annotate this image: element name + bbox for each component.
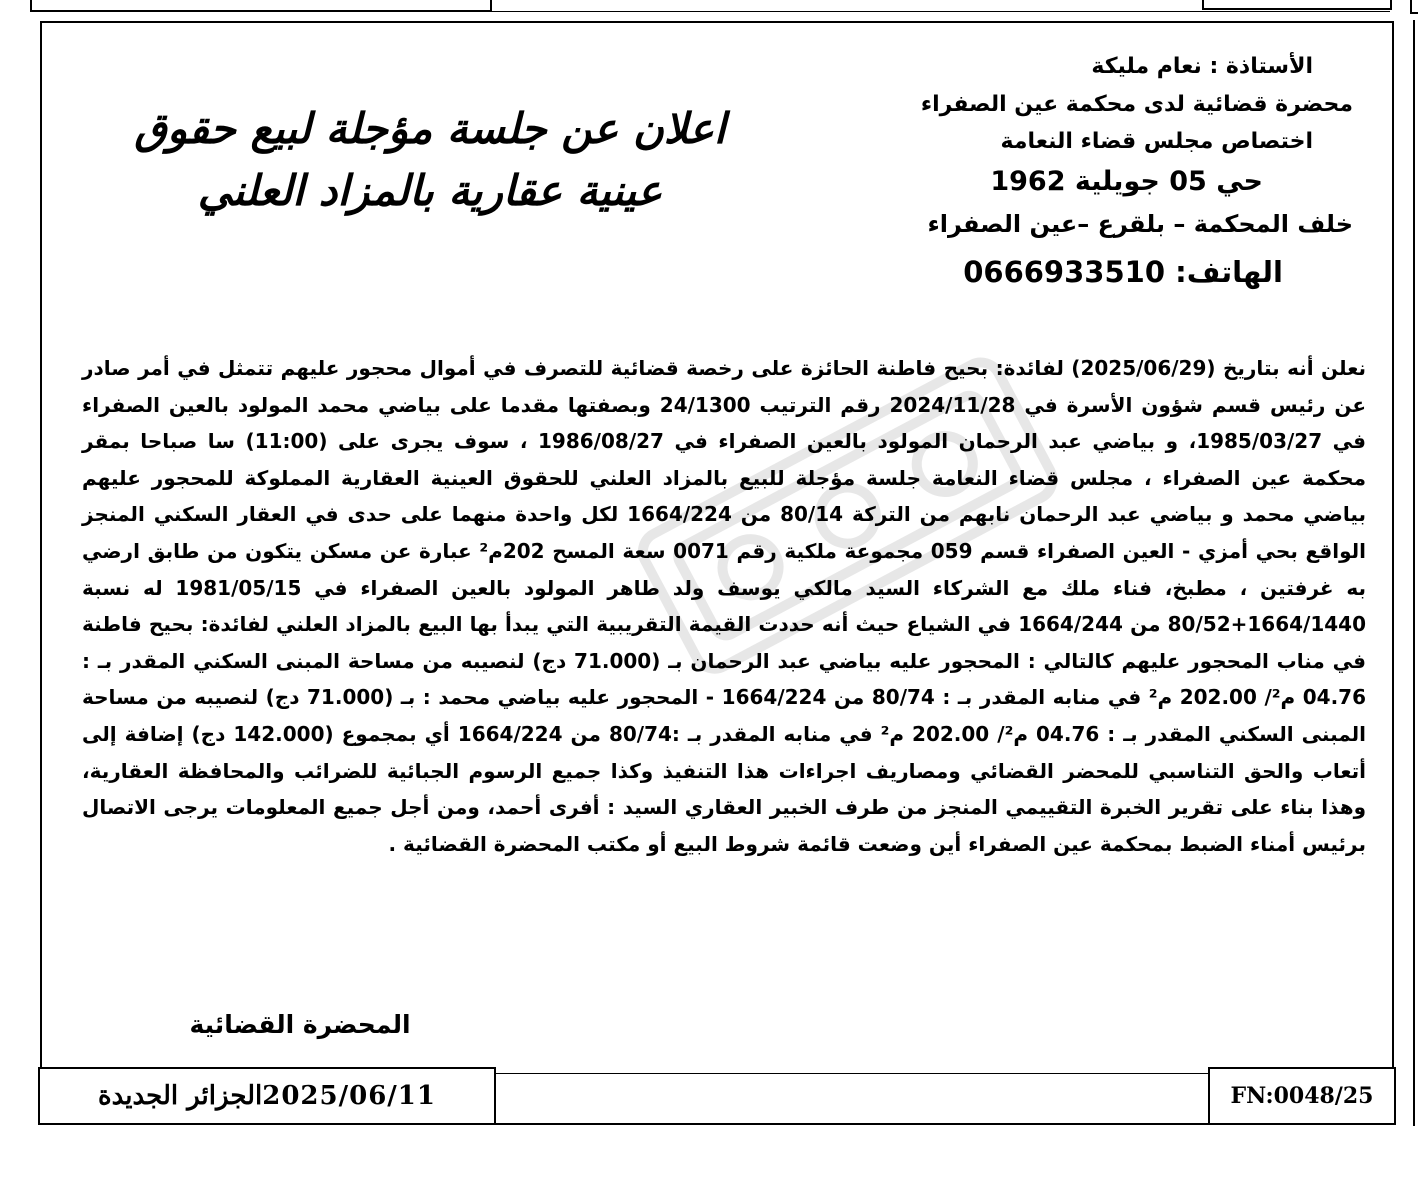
office-title: محضرة قضائية لدى محكمة عين الصفراء xyxy=(920,92,1353,117)
adjacent-ad-frame-right xyxy=(1202,0,1392,10)
publication-date: 2025/06/11 xyxy=(262,1081,436,1111)
adjacent-ad-border xyxy=(1413,20,1415,1126)
signature: المحضرة القضائية xyxy=(189,1010,411,1039)
publication-name: الجزائر الجديدة xyxy=(98,1081,263,1111)
announcement-title xyxy=(70,98,790,222)
officer-name: الأستاذة : نعام مليكة xyxy=(1091,54,1313,79)
jurisdiction: اختصاص مجلس قضاء النعامة xyxy=(1000,129,1313,154)
address: خلف المحكمة – بلقرع –عين الصفراء xyxy=(927,210,1353,238)
reference-box xyxy=(1208,1067,1396,1125)
district: حي 05 جويلية 1962 xyxy=(990,166,1263,197)
adjacent-ad-rule xyxy=(490,11,1390,12)
title-line-1: اعلان عن جلسة مؤجلة لبيع حقوق xyxy=(134,104,726,153)
adjacent-ad-frame-left xyxy=(30,0,492,12)
phone-number: الهاتف: 0666933510 xyxy=(963,255,1283,289)
bailiff-header xyxy=(833,48,1353,300)
reference-number: FN:0048/25 xyxy=(1230,1083,1374,1109)
adjacent-ad-corner xyxy=(1410,0,1418,14)
announcement-body: نعلن أنه بتاريخ (2025/06/29) لفائدة: بحيح فاطنة الحائزة على رخصة قضائية للتصرف في أموال محجور عليهم تتمثل في أمر صادر عن رئيس قسم شؤون الأسرة في 2024/11/28 رقم الترتيب 24/1300 وبصفتها مقدما على بياضي محمد المولود بالعين الصفراء في 1985/03/27، و بياضي عبد الرحمان المولود بالعين الصفراء في 1986/08/27 ، سوف يجرى على (11:00) سا صباحا بمقر محكمة عين الصفراء ، مجلس قضاء النعامة جلسة مؤجلة للبيع بالمزاد العلني للحقوق العينية العقارية المملوكة للمحجور عليهم بياضي محمد و بياضي عبد الرحمان نابهم من التركة 80/14 من 1664/224 لكل واحدة منهما على حدى في العقار السكني المنجز الواقع بحي أمزي - العين الصفراء قسم 059 مجموعة ملكية رقم 0071 سعة المسح 202م² عبارة عن مسكن يتكون من طابق ارضي به غرفتين ، مطبخ، فناء ملك مع الشركاء السيد مالكي يوسف ولد طاهر المولود بالعين الصفراء في 1981/05/15 له نسبة 1664/1440+80/52 من 1664/244 في الشياع حيث أنه حددت القيمة التقريبية التي يبدأ بها البيع بالمزاد العلني لفائدة: بحيح فاطنة في مناب المحجور عليهم كالتالي : المحجور عليه بياضي عبد الرحمان بـ (71.000 دج) لنصيبه من مساحة المبنى السكني المقدر بـ : 04.76 م²/ 202.00 م² في منابه المقدر بـ : 80/74 من 1664/224 - المحجور عليه بياضي محمد : بـ (71.000 دج) لنصيبه من مساحة المبنى السكني المقدر بـ : 04.76 م²/ 202.00 م² في منابه المقدر بـ :80/74 من 1664/224 أي بمجموع (142.000 دج) إضافة إلى أتعاب والحق التناسبي للمحضر القضائي ومصاريف اجراءات هذا التنفيذ وكذا جميع الرسوم الجبائية للضرائب والمحافظة العقارية، وهذا بناء على تقرير الخبرة التقييمي المنجز من طرف الخبير العقاري السيد : أفرى أحمد، ومن أجل جميع المعلومات يرجى الاتصال برئيس أمناء الضبط بمحكمة عين الصفراء أين وضعت قائمة شروط البيع أو مكتب المحضرة القضائية . xyxy=(82,356,1367,856)
publication-box xyxy=(38,1067,496,1125)
title-line-2: عينية عقارية بالمزاد العلني xyxy=(197,166,663,215)
